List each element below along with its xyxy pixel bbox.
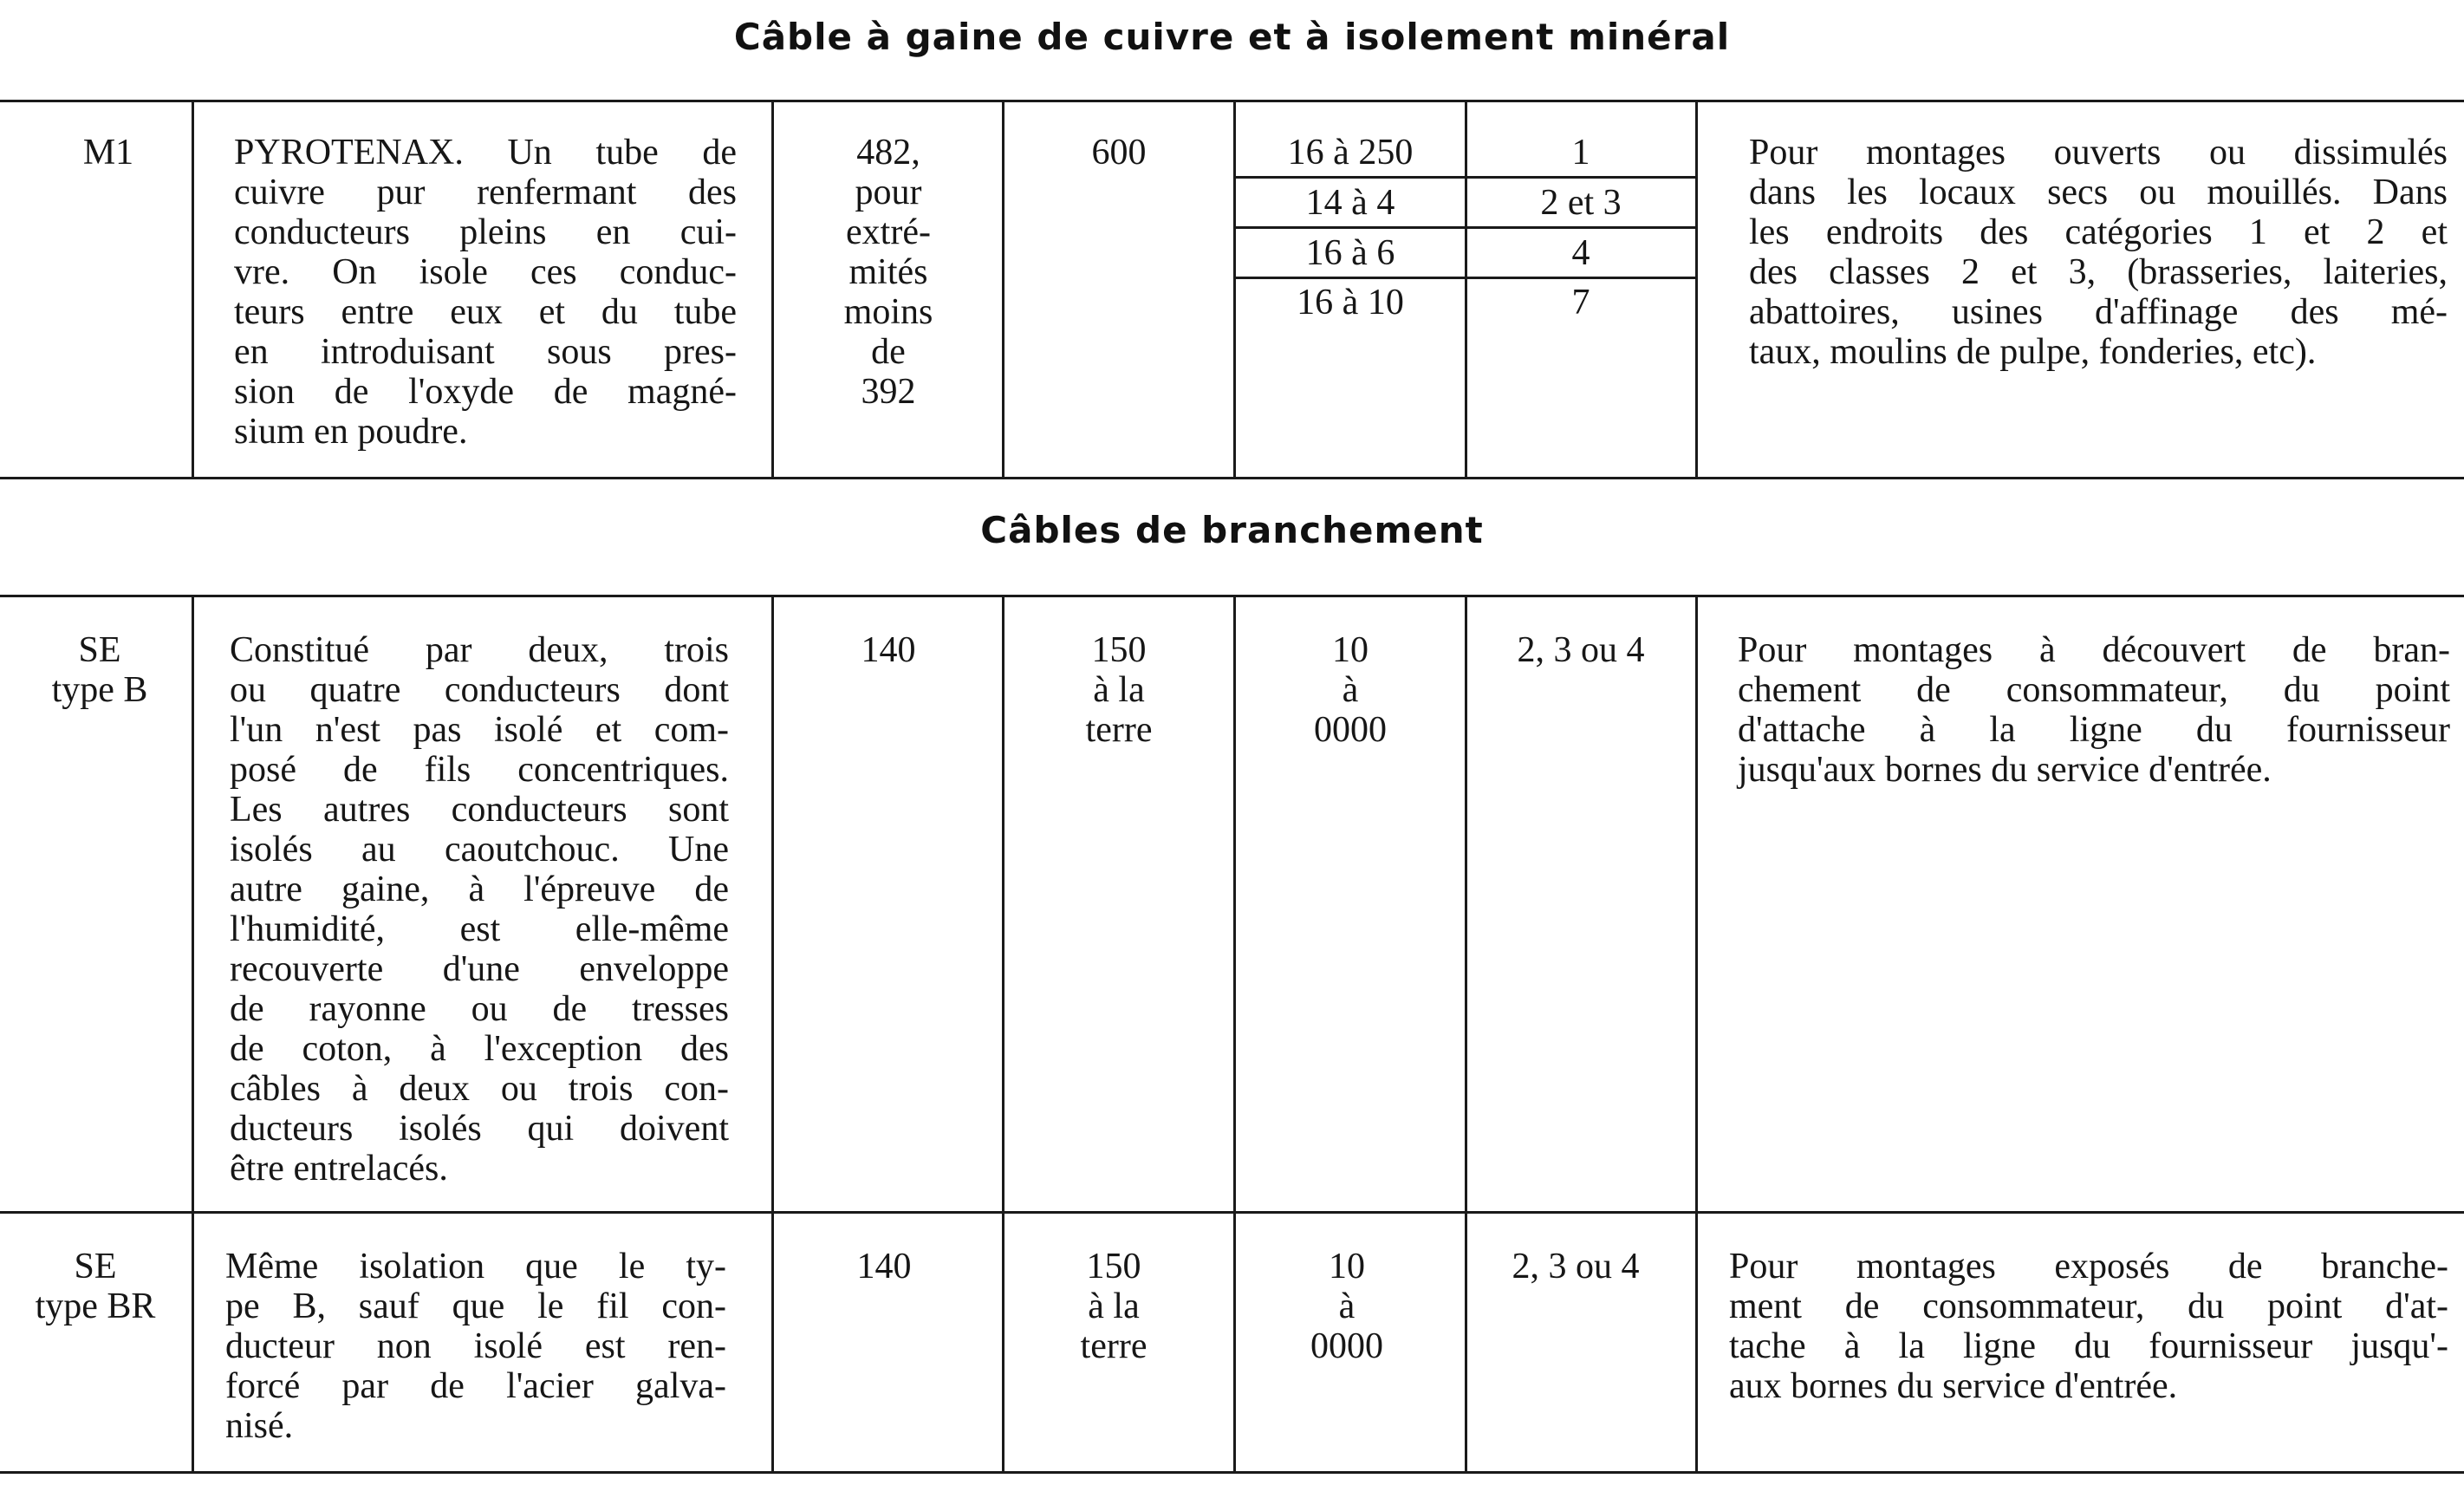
description-line: isolés au caoutchouc. Une bbox=[230, 830, 729, 870]
voltage-cell bbox=[1011, 630, 1227, 750]
conductors-cell bbox=[1470, 133, 1692, 173]
conductors-cell bbox=[1470, 233, 1692, 273]
description-line: Même isolation que le ty- bbox=[225, 1247, 726, 1286]
column-rule bbox=[1002, 100, 1004, 479]
usage-line: chement de consommateur, du point bbox=[1738, 670, 2450, 710]
column-rule bbox=[771, 100, 774, 479]
temperature-line: extré- bbox=[846, 212, 931, 252]
voltage-line: à la bbox=[1093, 670, 1145, 710]
voltage-line: à la bbox=[1088, 1286, 1140, 1326]
description-line: PYROTENAX. Un tube de bbox=[234, 133, 737, 173]
gauge-cell bbox=[1239, 183, 1461, 223]
gauge-value: 14 à 4 bbox=[1305, 183, 1395, 223]
description-line: l'un n'est pas isolé et com- bbox=[230, 710, 729, 750]
column-rule bbox=[1465, 595, 1467, 1474]
gauge-value: 16 à 6 bbox=[1305, 233, 1395, 273]
usage-line: aux bornes du service d'entrée. bbox=[1729, 1366, 2178, 1406]
conductors-cell bbox=[1470, 630, 1692, 670]
temperature-line: mités bbox=[848, 252, 928, 292]
temperature-cell bbox=[776, 1247, 992, 1286]
description-line: câbles à deux ou trois con- bbox=[230, 1069, 729, 1109]
conductors-cell bbox=[1465, 1247, 1687, 1286]
usage-line: taux, moulins de pulpe, fonderies, etc). bbox=[1749, 332, 2317, 372]
temperature-line: pour bbox=[855, 173, 922, 212]
description-line: ou quatre conducteurs dont bbox=[230, 670, 729, 710]
temperature-line: moins bbox=[843, 292, 933, 332]
type-cell bbox=[17, 630, 182, 710]
description-cell bbox=[230, 630, 729, 1189]
table-rule bbox=[0, 100, 2464, 102]
column-rule bbox=[192, 100, 194, 479]
subrow-rule bbox=[1233, 226, 1698, 229]
temperature-line: 392 bbox=[861, 372, 916, 412]
description-line: conducteurs pleins en cui- bbox=[234, 212, 737, 252]
description-line: l'humidité, est elle-même bbox=[230, 909, 729, 949]
temperature-cell bbox=[780, 630, 997, 670]
conductors-value: 4 bbox=[1571, 233, 1590, 273]
description-line: Constitué par deux, trois bbox=[230, 630, 729, 670]
conductors-value: 7 bbox=[1571, 283, 1590, 322]
description-line: forcé par de l'acier galva- bbox=[225, 1366, 726, 1406]
usage-line: Pour montages exposés de branche- bbox=[1729, 1247, 2448, 1286]
usage-line: dans les locaux secs ou mouillés. Dans bbox=[1749, 173, 2448, 212]
gauge-cell bbox=[1239, 233, 1461, 273]
type-cell bbox=[35, 133, 182, 173]
usage-line: les endroits des catégories 1 et 2 et bbox=[1749, 212, 2448, 252]
conductors-value: 1 bbox=[1571, 133, 1590, 173]
description-line: ducteurs isolés qui doivent bbox=[230, 1109, 729, 1149]
column-rule bbox=[1233, 100, 1236, 479]
gauge-cell bbox=[1239, 283, 1461, 322]
column-rule bbox=[1465, 100, 1467, 479]
description-line: vre. On isole ces conduc- bbox=[234, 252, 737, 292]
gauge-line: à bbox=[1338, 1286, 1356, 1326]
description-line: nisé. bbox=[225, 1406, 294, 1446]
usage-line: Pour montages à découvert de bran- bbox=[1738, 630, 2450, 670]
gauge-line: 10 bbox=[1332, 630, 1369, 670]
usage-line: ment de consommateur, du point d'at- bbox=[1729, 1286, 2448, 1326]
table-rule bbox=[0, 1471, 2464, 1474]
description-line: posé de fils concentriques. bbox=[230, 750, 729, 790]
gauge-cell bbox=[1236, 1247, 1458, 1366]
table-rule bbox=[0, 1211, 2464, 1214]
type-cell bbox=[9, 1247, 182, 1326]
column-rule bbox=[192, 595, 194, 1474]
description-line: pe B, sauf que le fil con- bbox=[225, 1286, 726, 1326]
gauge-cell bbox=[1239, 630, 1461, 750]
temperature-line: 140 bbox=[861, 630, 916, 670]
usage-line: tache à la ligne du fournisseur jusqu'- bbox=[1729, 1326, 2448, 1366]
voltage-line: terre bbox=[1085, 710, 1153, 750]
usage-line: d'attache à la ligne du fournisseur bbox=[1738, 710, 2450, 750]
voltage-cell bbox=[1005, 1247, 1222, 1366]
description-line: ducteur non isolé est ren- bbox=[225, 1326, 726, 1366]
column-rule bbox=[1002, 595, 1004, 1474]
description-line: teurs entre eux et du tube bbox=[234, 292, 737, 332]
conductors-value: 2, 3 ou 4 bbox=[1517, 630, 1645, 670]
usage-cell bbox=[1738, 630, 2450, 790]
subrow-rule bbox=[1233, 176, 1698, 179]
description-line: sion de l'oxyde de magné- bbox=[234, 372, 737, 412]
type-line: type BR bbox=[35, 1286, 156, 1326]
description-line: sium en poudre. bbox=[234, 412, 468, 452]
voltage-cell bbox=[1011, 133, 1227, 173]
gauge-value: 16 à 10 bbox=[1297, 283, 1404, 322]
conductors-value: 2, 3 ou 4 bbox=[1512, 1247, 1640, 1286]
temperature-line: 482, bbox=[856, 133, 920, 173]
voltage-line: 150 bbox=[1091, 630, 1147, 670]
gauge-line: à bbox=[1342, 670, 1359, 710]
type-line: SE bbox=[74, 1247, 117, 1286]
description-cell bbox=[234, 133, 737, 452]
gauge-line: 0000 bbox=[1314, 710, 1387, 750]
table-rule bbox=[0, 477, 2464, 479]
description-line: de coton, à l'exception des bbox=[230, 1029, 729, 1069]
conductors-cell bbox=[1470, 183, 1692, 223]
description-line: Les autres conducteurs sont bbox=[230, 790, 729, 830]
column-rule bbox=[1695, 100, 1698, 479]
usage-line: des classes 2 et 3, (brasseries, laiteries, bbox=[1749, 252, 2448, 292]
conductors-value: 2 et 3 bbox=[1540, 183, 1622, 223]
description-line: en introduisant sous pres- bbox=[234, 332, 737, 372]
gauge-line: 0000 bbox=[1310, 1326, 1383, 1366]
type-line: SE bbox=[78, 630, 121, 670]
description-line: autre gaine, à l'épreuve de bbox=[230, 870, 729, 909]
usage-line: Pour montages ouverts ou dissimulés bbox=[1749, 133, 2448, 173]
conductors-cell bbox=[1470, 283, 1692, 322]
description-line: cuivre pur renfermant des bbox=[234, 173, 737, 212]
section-title: Câbles de branchement bbox=[980, 509, 1484, 551]
voltage-line: 150 bbox=[1086, 1247, 1141, 1286]
temperature-cell bbox=[780, 133, 997, 412]
temperature-line: de bbox=[871, 332, 906, 372]
section-title: Câble à gaine de cuivre et à isolement minéral bbox=[733, 16, 1731, 58]
gauge-line: 10 bbox=[1329, 1247, 1365, 1286]
temperature-line: 140 bbox=[856, 1247, 912, 1286]
usage-cell bbox=[1749, 133, 2448, 372]
usage-line: jusqu'aux bornes du service d'entrée. bbox=[1738, 750, 2272, 790]
voltage-line: terre bbox=[1080, 1326, 1147, 1366]
type-line: type B bbox=[51, 670, 148, 710]
gauge-value: 16 à 250 bbox=[1287, 133, 1414, 173]
description-cell bbox=[225, 1247, 726, 1446]
gauge-cell bbox=[1239, 133, 1461, 173]
description-line: recouverte d'une enveloppe bbox=[230, 949, 729, 989]
column-rule bbox=[771, 595, 774, 1474]
description-line: être entrelacés. bbox=[230, 1149, 448, 1189]
table-rule bbox=[0, 595, 2464, 597]
voltage-line: 600 bbox=[1091, 133, 1147, 173]
column-rule bbox=[1695, 595, 1698, 1474]
usage-cell bbox=[1729, 1247, 2448, 1406]
type-line: M1 bbox=[82, 133, 134, 173]
usage-line: abattoires, usines d'affinage des mé- bbox=[1749, 292, 2448, 332]
description-line: de rayonne ou de tresses bbox=[230, 989, 729, 1029]
subrow-rule bbox=[1233, 277, 1698, 279]
